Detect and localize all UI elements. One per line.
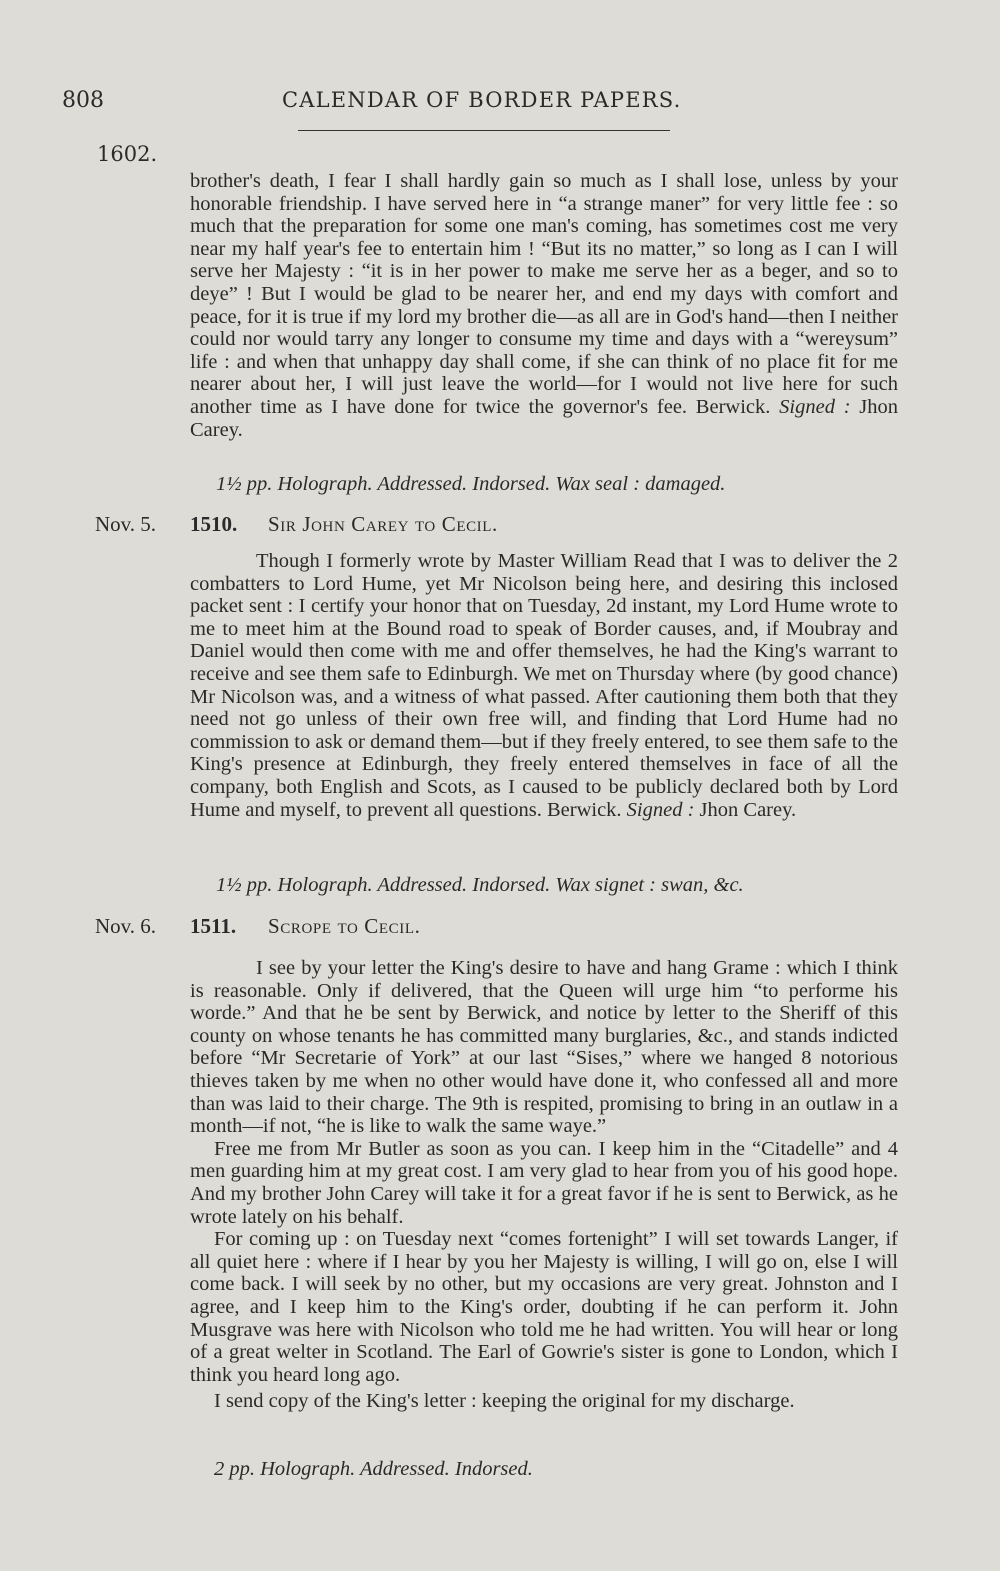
- entry-title: Sir John Carey to Cecil.: [268, 512, 498, 536]
- entry-paragraph: I send copy of the King's letter : keeping the original for my discharge.: [214, 1390, 795, 1413]
- entry-paragraph: I see by your letter the King's desire to have and hang Grame : which I think is reasonable. Only if delivered, that the Queen will urge him “to performe his worde.” And that he be sent by Berwick, and notice by letter to the Sheriff of this county on whose tenants he has committed many burglaries, &c., and stands indicted before “Mr Secretarie of York” at our last “Sises,” where we hanged 8 notorious thieves taken by me when no other would have done it, who confessed all and more than was laid to their charge. The 9th is respited, promising to bring in an outlaw in a month—if not, “he is like to walk the same waye.”: [190, 957, 898, 1138]
- header-rule: [298, 130, 670, 131]
- signed-label: Signed :: [779, 395, 851, 418]
- entry-date: Nov. 5.: [95, 512, 157, 536]
- running-head: CALENDAR OF BORDER PAPERS.: [282, 88, 682, 112]
- entry-paragraph: Free me from Mr Butler as soon as you can. I keep him in the “Citadelle” and 4 men guarding him at my great cost. I am very glad to hear from you of his good hope. And my brother John Carey will take it for a great favor if he is sent to Berwick, as he wrote lately on his behalf.: [190, 1137, 898, 1228]
- entry-paragraph: [190, 550, 898, 821]
- signed-name: Jhon Carey.: [190, 395, 899, 441]
- entry-note: 1½ pp. Holograph. Addressed. Indorsed. Wax signet : swan, &c.: [216, 874, 744, 896]
- signed-name: Jhon Carey.: [699, 798, 797, 821]
- continued-paragraph: [190, 170, 898, 441]
- entry-body: [190, 550, 898, 821]
- paragraph-text: Though I formerly wrote by Master William Read that I was to deliver the 2 combatters to Lord Hume, yet Mr Nicolson being here, and desiring this inclosed packet sent : I certify your honor that on Tuesday, 2d instant, my Lord Hume wrote to me to meet him at the Bound road to speak of Border causes, and, if Moubray and Daniel would then come with me and offer themselves, he had the King's warrant to receive and see them safe to Edinburgh. We met on Thursday where (by good chance) Mr Nicolson was, and a witness of what passed. After cautioning them both that they need not go unless of their own free will, and finding that Lord Hume had no commission to ask or demand them—but if they freely entered, to see them safe to the King's presence at Edinburgh, they freely entered themselves in face of all the company, both English and Scots, as I caused to be publicly declared both by Lord Hume and myself, to prevent all questions. Berwick.: [190, 550, 898, 821]
- continued-note: 1½ pp. Holograph. Addressed. Indorsed. Wax seal : damaged.: [216, 473, 726, 495]
- entry-number: 1511.: [190, 914, 237, 938]
- page-number: 808: [62, 88, 104, 113]
- entry-paragraph: For coming up : on Tuesday next “comes fortenight” I will set towards Langer, if all quiet here : where if I hear by you her Majesty is willing, I will go on, else I will come back. I will seek by no other, but my occasions are very great. Johnston and I agree, and I keep him to the King's order, doubting if he can perform it. John Musgrave was here with Nicolson who told me he had written. You will hear or long of a great welter in Scotland. The Earl of Gowrie's sister is gone to London, which I think you heard long ago.: [190, 1228, 898, 1386]
- entry-title: Scrope to Cecil.: [268, 914, 421, 938]
- entry-number: 1510.: [190, 512, 238, 536]
- entry-date: Nov. 6.: [95, 914, 157, 938]
- continued-text: brother's death, I fear I shall hardly gain so much as I shall lose, unless by your honorable friendship. I have served here in “a strange maner” for very little fee : so much that the preparation for some one man's coming, has sometimes cost me very near my half year's fee to entertain him ! “But its no matter,” so long as I can I will serve her Majesty : “it is in her power to make me serve her as a beger, and so to deye” ! But I would be glad to be nearer her, and end my days with comfort and peace, for it is true if my lord my brother die—as all are in God's hand—then I neither could nor would tarry any longer to consume my time and days with a “wereysum” life : and when that unhappy day shall come, if she can think of no place fit for me nearer about her, I will just leave the world—for I would not live here for such another time as I have done for twice the governor's fee. Berwick.: [190, 170, 898, 418]
- continued-letter: [190, 170, 898, 441]
- entry-note: 2 pp. Holograph. Addressed. Indorsed.: [214, 1458, 533, 1480]
- year-marginal: 1602.: [97, 142, 158, 166]
- entry-body: [190, 957, 898, 1413]
- signed-label: Signed :: [626, 798, 695, 821]
